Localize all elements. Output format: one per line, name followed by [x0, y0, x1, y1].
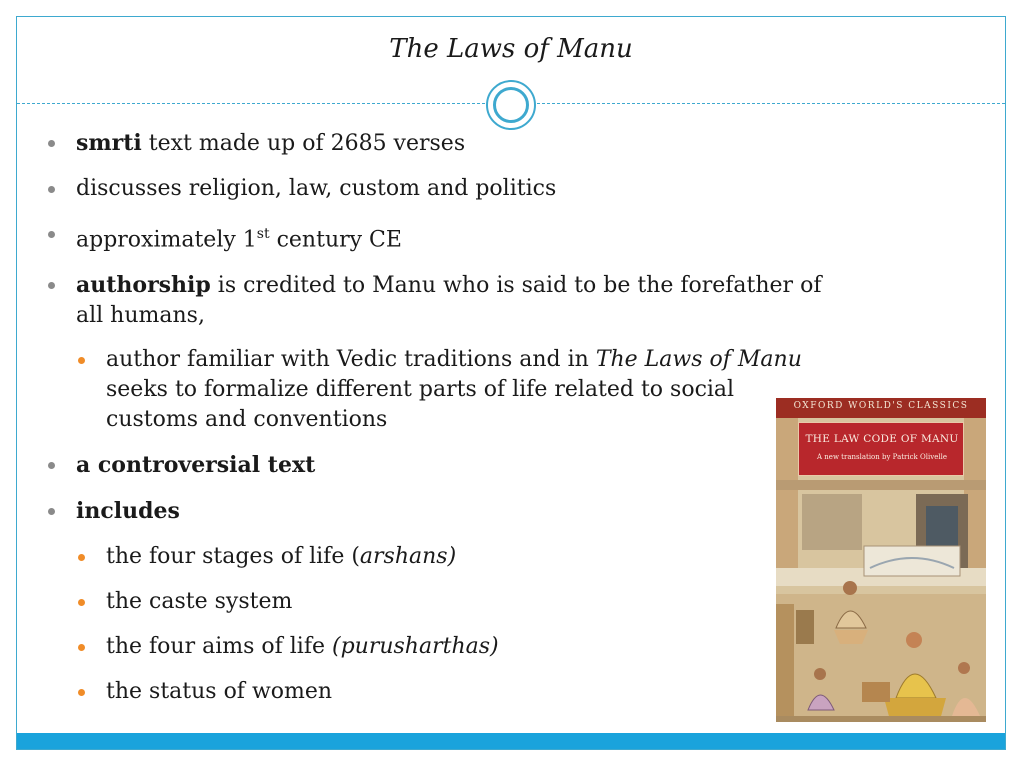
bullet-dot-icon — [48, 140, 55, 147]
bullet-italic: (purusharthas) — [332, 634, 499, 660]
sub-bullet-author-familiar — [44, 345, 826, 435]
bullet-text: the four aims of life — [106, 634, 332, 660]
slide-title: The Laws of Manu — [389, 34, 633, 64]
sub-bullet-caste — [44, 587, 844, 617]
circle-ornament-inner — [493, 87, 529, 123]
sub-bullet-dot-icon — [78, 599, 85, 606]
bullet-italic: arshans) — [359, 544, 457, 570]
sub-bullet-dot-icon — [78, 554, 85, 561]
bullet-century — [44, 219, 844, 255]
bottom-accent-bar — [17, 733, 1005, 749]
bullet-text: discusses religion, law, custom and politics — [76, 176, 557, 201]
bullet-text: text made up of 2685 verses — [141, 131, 466, 156]
bullet-list — [44, 128, 844, 722]
bullet-authorship — [44, 270, 844, 331]
book-cover-image — [776, 398, 986, 722]
bullet-dot-icon — [48, 508, 55, 515]
bullet-text: the caste system — [106, 589, 293, 615]
sub-bullet-dot-icon — [78, 644, 85, 651]
sub-bullet-four-aims — [44, 632, 844, 662]
bullet-dot-icon — [48, 231, 55, 238]
bullet-bold: authorship — [76, 272, 211, 299]
sub-bullet-four-stages — [44, 542, 844, 572]
bullet-dot-icon — [48, 282, 55, 289]
bullet-dot-icon — [48, 186, 55, 193]
sub-bullet-dot-icon — [78, 357, 85, 364]
bullet-text: author familiar with Vedic traditions and in — [106, 347, 596, 373]
sub-bullet-dot-icon — [78, 689, 85, 696]
bullet-bold: a controversial text — [76, 452, 316, 479]
bullet-bold: includes — [76, 498, 180, 525]
bullet-bold: smrti — [76, 130, 142, 156]
cover-series-label: OXFORD WORLD'S CLASSICS — [793, 401, 969, 411]
sub-bullet-women — [44, 677, 844, 707]
bullet-discusses — [44, 174, 844, 204]
cover-subtitle: A new translation by Patrick Olivelle — [817, 453, 947, 461]
bullet-smrti — [44, 128, 844, 159]
bullet-text: seeks to formalize different parts of life related to social customs and conventions — [106, 377, 735, 433]
bullet-text: approximately 1 — [76, 227, 257, 253]
bullet-dot-icon — [48, 462, 55, 469]
bullet-text: the four stages of life ( — [106, 544, 360, 570]
bullet-text: is credited to Manu who is said to be the forefather of all humans, — [76, 273, 822, 329]
bullet-text: the status of women — [106, 679, 333, 705]
ordinal-suffix: st — [256, 226, 270, 242]
bullet-text: century CE — [269, 227, 402, 253]
bullet-controversial — [44, 450, 844, 481]
cover-title-box — [798, 422, 964, 476]
circle-ornament-icon — [486, 80, 536, 130]
cover-title: THE LAW CODE OF MANU — [805, 433, 959, 445]
bullet-includes — [44, 496, 844, 527]
book-title-italic: The Laws of Manu — [595, 347, 802, 373]
